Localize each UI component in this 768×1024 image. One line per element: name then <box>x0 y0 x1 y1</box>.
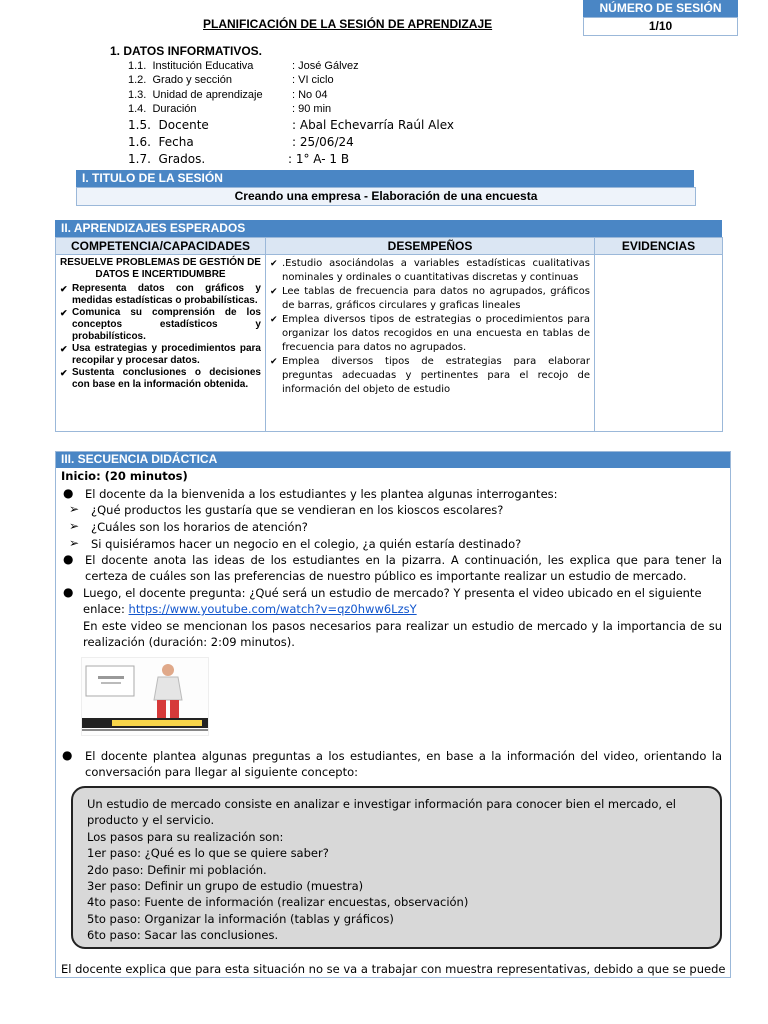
col-desempenos: DESEMPEÑOS <box>266 238 595 255</box>
desempeno-item: ✔ Emplea diversos tipos de estrategias para elaborar preguntas adecuadas y pertinentes para el recojo de información del objeto de estudio <box>270 355 590 397</box>
capacidad-item: ✔ Comunica su comprensión de los conceptos estadísticos y probabilísticos. <box>60 307 261 343</box>
link-prefix: enlace: <box>83 602 125 616</box>
desempeno-item: ✔ .Estudio asociándolas a variables estadísticas cualitativas nominales y ordinales o cuantitativas discretas y continuas <box>270 257 590 285</box>
info-row: 1.3. Unidad de aprendizaje : No 04 <box>128 89 328 101</box>
video-thumbnail-image <box>82 658 208 735</box>
question-2: ¿Cuáles son los horarios de atención? <box>91 520 308 534</box>
capacidad-item: ✔ Representa datos con gráficos y medidas estadísticas o probabilísticas. <box>60 283 261 307</box>
paragraph-4: El docente plantea algunas preguntas a los estudiantes, en base a la información del video, orientando la conversación para llegar al siguiente concepto: <box>85 749 722 779</box>
question-1: ¿Qué productos les gustaría que se vendieran en los kioscos escolares? <box>91 503 504 517</box>
bullet-icon: ● <box>62 748 73 762</box>
session-number-label: NÚMERO DE SESIÓN <box>583 0 738 17</box>
info-row: 1.5. Docente : Abal Echevarría Raúl Alex <box>128 118 454 132</box>
aprendizajes-table <box>55 237 723 432</box>
bullet-icon: ● <box>63 585 74 599</box>
competencia-cell <box>56 255 266 432</box>
competencia-title: RESUELVE PROBLEMAS DE GESTIÓN DE DATOS E INCERTIDUMBRE <box>60 257 261 280</box>
col-competencia: COMPETENCIA/CAPACIDADES <box>56 238 266 255</box>
desempenos-cell <box>266 255 595 432</box>
session-title: Creando una empresa - Elaboración de una encuesta <box>76 187 696 206</box>
video-thumbnail[interactable] <box>81 657 209 736</box>
info-row: 1.2. Grado y sección : VI ciclo <box>128 74 334 86</box>
concept-step: 5to paso: Organizar la información (tablas y gráficos) <box>87 911 394 926</box>
last-paragraph: El docente explica que para esta situación no se va a trabajar con muestra representativas, debido a que se puede <box>61 962 726 976</box>
info-row: 1.1. Institución Educativa : José Gálvez <box>128 60 359 72</box>
capacidad-item: ✔ Sustenta conclusiones o decisiones con base en la información obtenida. <box>60 367 261 391</box>
concept-step: 1er paso: ¿Qué es lo que se quiere saber? <box>87 846 329 861</box>
question-3: Si quisiéramos hacer un negocio en el colegio, ¿a quién estaría destinado? <box>91 537 522 551</box>
concept-step: 6to paso: Sacar las conclusiones. <box>87 928 279 943</box>
paragraph-2: El docente anota las ideas de los estudiantes en la pizarra. A continuación, les explica que para tener la certeza de cuáles son las preferencias de nuestro público es importante realizar un estudio de mercado. <box>85 553 722 583</box>
col-evidencias: EVIDENCIAS <box>595 238 723 255</box>
concept-box <box>71 786 722 949</box>
aprendizajes-heading: II. APRENDIZAJES ESPERADOS <box>55 220 722 237</box>
session-number-value: 1/10 <box>583 17 738 36</box>
paragraph-3: Luego, el docente pregunta: ¿Qué será un estudio de mercado? Y presenta el video ubicado en el siguiente <box>83 586 702 600</box>
titulo-heading: I. TITULO DE LA SESIÓN <box>76 170 694 187</box>
concept-step: 4to paso: Fuente de información (realizar encuestas, observación) <box>87 895 469 910</box>
inicio-label: Inicio: (20 minutos) <box>61 469 188 483</box>
bullet-icon: ● <box>63 486 74 500</box>
arrow-icon: ➢ <box>69 536 80 550</box>
desempeno-item: ✔ Emplea diversos tipos de estrategias o procedimientos para organizar los datos recogidos en una encuesta en tablas de frecuencia para datos no agrupados. <box>270 313 590 355</box>
arrow-icon: ➢ <box>69 519 80 533</box>
info-row: 1.7. Grados. : 1° A- 1 B <box>128 152 350 166</box>
paragraph-3-link-line <box>83 601 417 617</box>
desempeno-item: ✔ Lee tablas de frecuencia para datos no agrupados, gráficos de barras, gráficos circulares y graficas lineales <box>270 285 590 313</box>
concept-line: producto y el servicio. <box>87 813 215 828</box>
capacidad-item: ✔ Usa estrategias y procedimientos para recopilar y procesar datos. <box>60 343 261 367</box>
evidencias-cell <box>595 255 723 432</box>
video-link[interactable]: https://www.youtube.com/watch?v=qz0hww6LzsY <box>128 602 417 616</box>
info-row: 1.4. Duración : 90 min <box>128 103 332 115</box>
concept-step: 3er paso: Definir un grupo de estudio (muestra) <box>87 879 364 894</box>
concept-line: Un estudio de mercado consiste en analizar e investigar información para conocer bien el mercado, el <box>87 797 676 811</box>
concept-line: Los pasos para su realización son: <box>87 829 284 844</box>
concept-step: 2do paso: Definir mi población. <box>87 862 267 877</box>
secuencia-heading: III. SECUENCIA DIDÁCTICA <box>55 451 731 468</box>
info-row: 1.6. Fecha : 25/06/24 <box>128 135 354 149</box>
arrow-icon: ➢ <box>69 502 80 516</box>
paragraph-3-detail: En este video se mencionan los pasos necesarios para realizar un estudio de mercado y la importancia de su realización (duración: 2:09 minutos). <box>83 619 722 649</box>
bullet-icon: ● <box>63 552 74 566</box>
paragraph-1: El docente da la bienvenida a los estudiantes y les plantea algunas interrogantes: <box>85 487 558 501</box>
page-title: PLANIFICACIÓN DE LA SESIÓN DE APRENDIZAJE <box>203 17 493 31</box>
datos-heading: 1. DATOS INFORMATIVOS. <box>110 44 263 58</box>
